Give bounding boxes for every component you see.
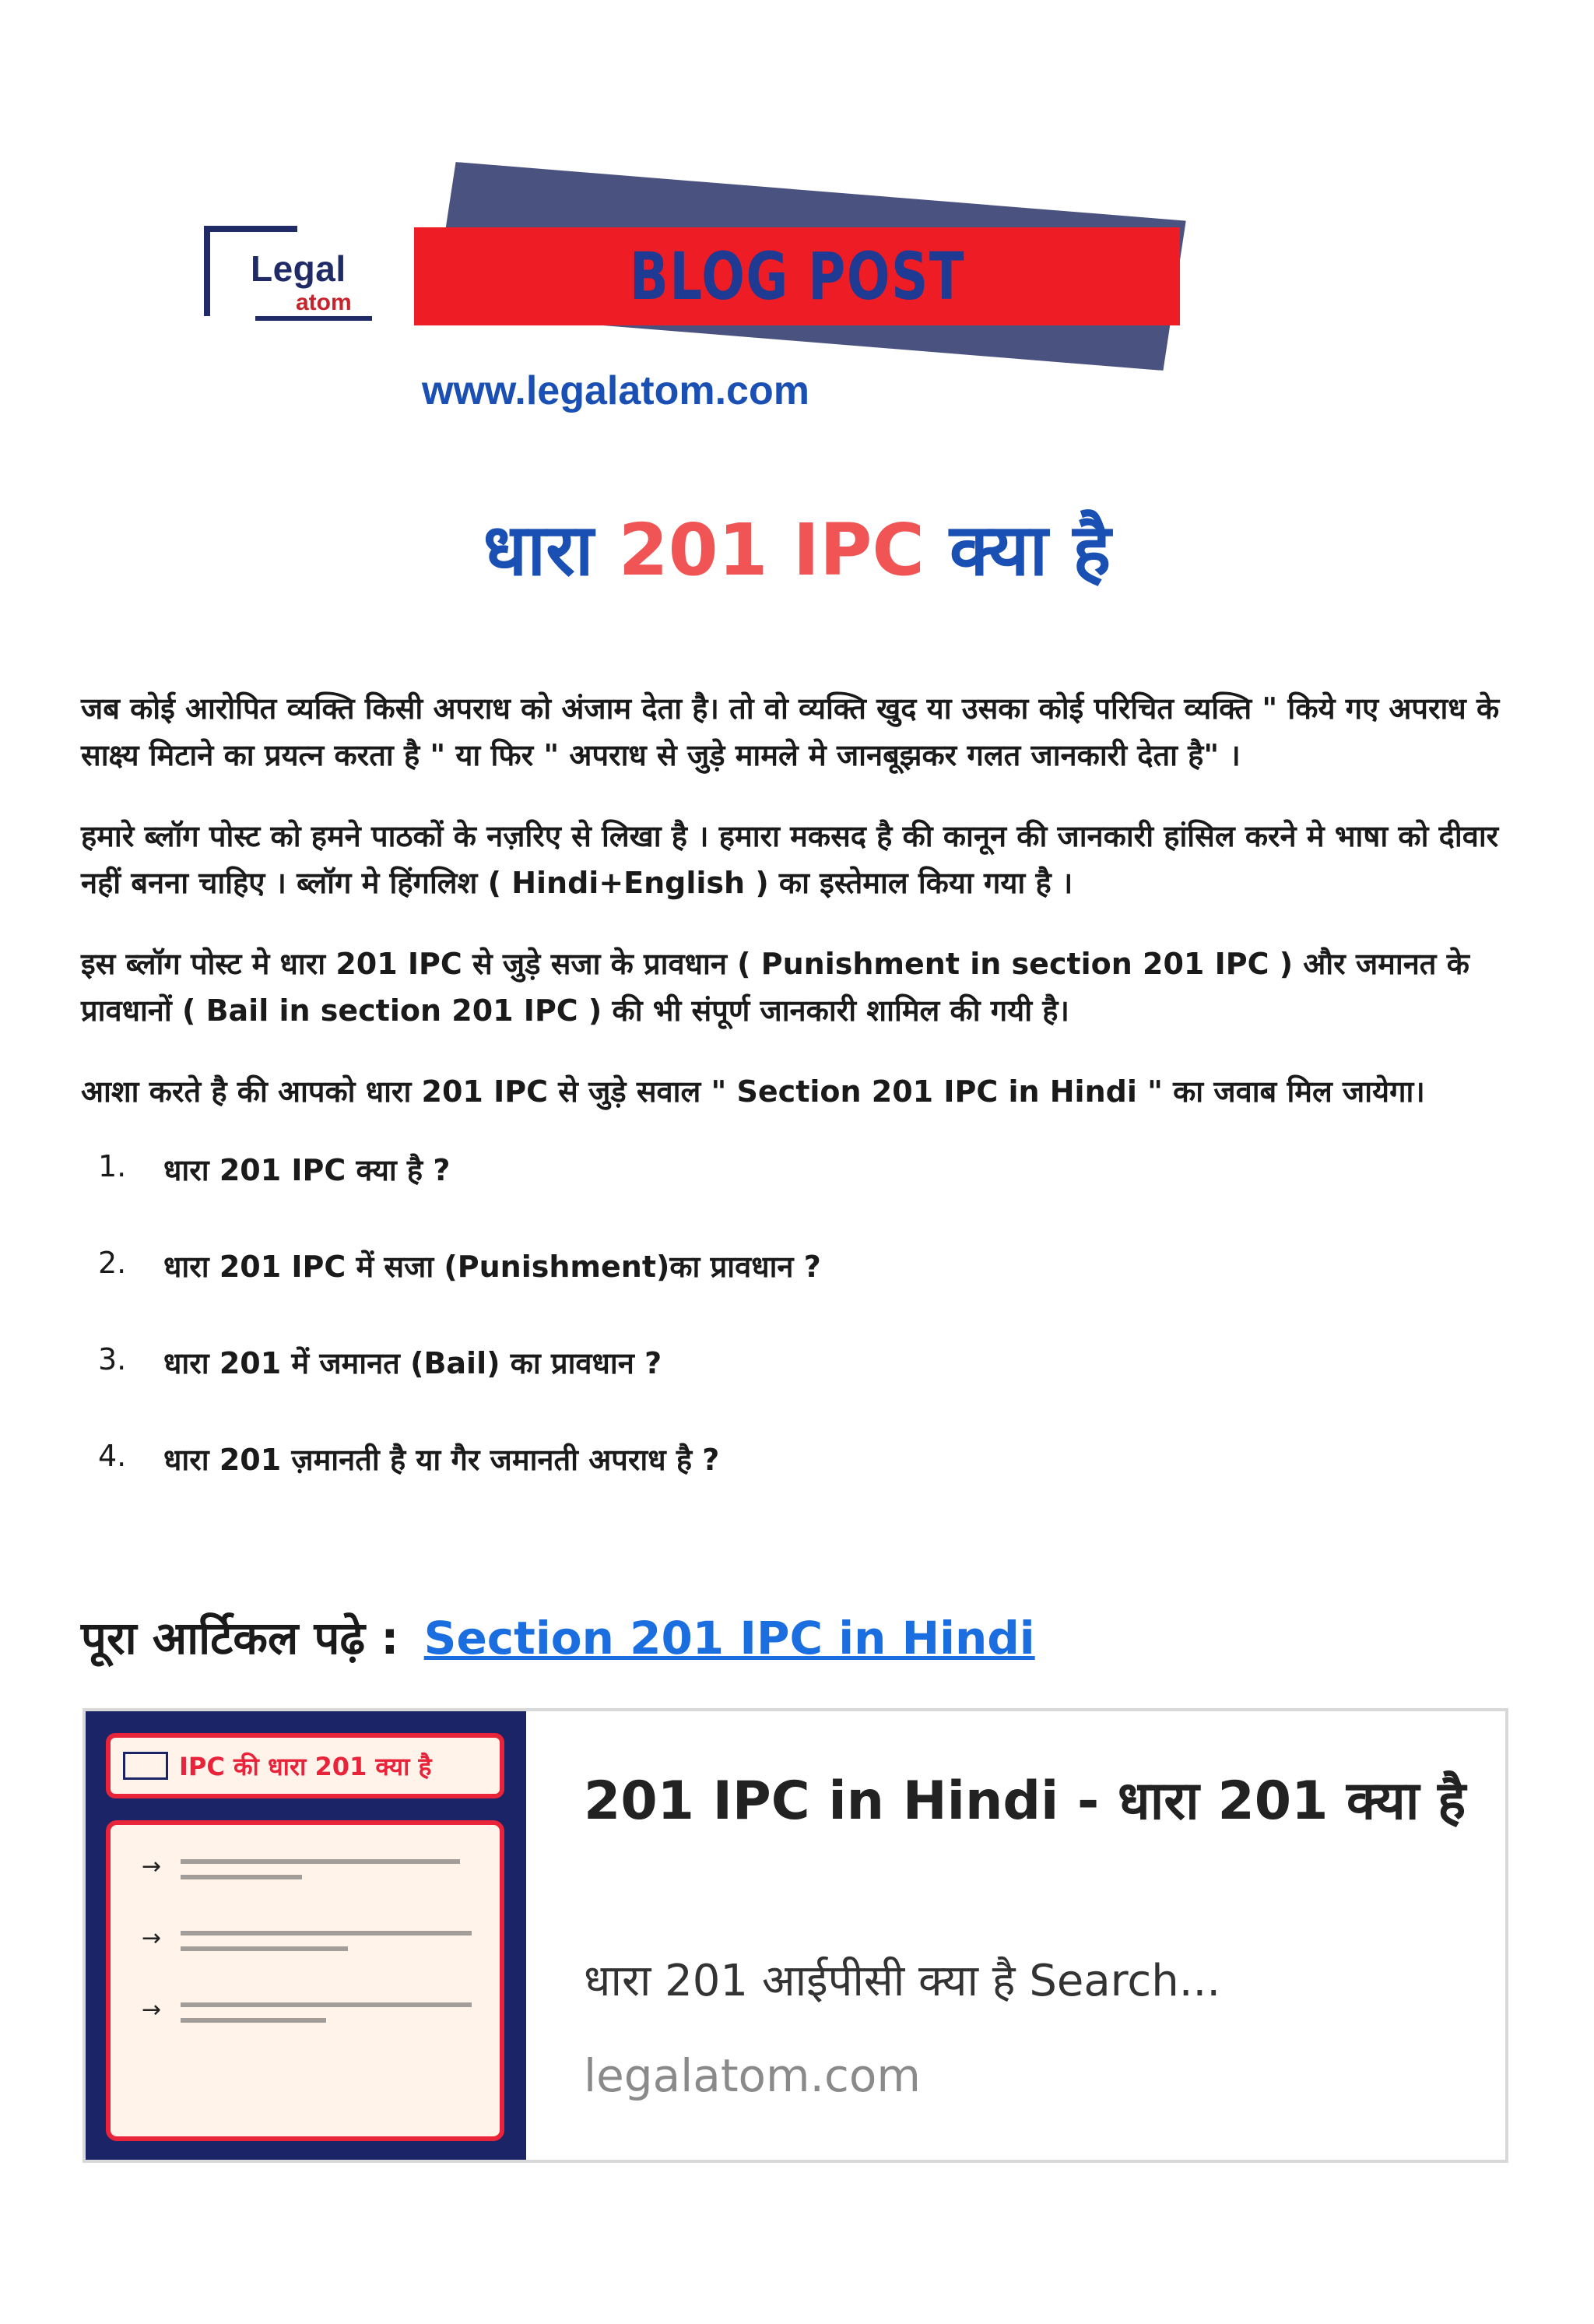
paragraph: इस ब्लॉग पोस्ट मे धारा 201 IPC से जुड़े सजा के प्रावधान ( Punishment in section 201 IPC ) और जमानत के प्रावधानों ( Bail in section 201 IPC ) की भी संपूर्ण जानकारी शामिल की गयी है।	[81, 947, 1469, 1028]
title-part-3: क्या है	[924, 508, 1111, 592]
title-part-2: 201 IPC	[618, 508, 925, 592]
thumbnail-list-item	[142, 1925, 484, 1962]
toc-item	[81, 1149, 1521, 1246]
read-more	[81, 1605, 1035, 1667]
toc-item	[81, 1246, 1521, 1342]
thumbnail-list	[106, 1820, 504, 2141]
paragraph: हमारे ब्लॉग पोस्ट को हमने पाठकों के नज़रिए से लिखा है । हमारा मकसद है की कानून की जानकारी हांसिल करने मे भाषा को दीवार नहीं बनना चाहिए । ब्लॉग मे हिंगलिश ( Hindi+English ) का इस्तेमाल किया गया है ।	[81, 819, 1499, 900]
article-link[interactable]: Section 201 IPC in Hindi	[423, 1612, 1035, 1665]
toc-item	[81, 1439, 1521, 1535]
logo-text-atom: atom	[296, 290, 352, 315]
title-part-1: धारा	[483, 508, 619, 592]
toc-number: 3.	[98, 1342, 127, 1376]
toc-number: 2.	[98, 1246, 127, 1280]
toc-text: धारा 201 IPC क्या है ?	[163, 1153, 451, 1187]
toc-number: 4.	[98, 1439, 127, 1473]
banner-text: BLOG POST	[629, 238, 965, 315]
site-url[interactable]: www.legalatom.com	[422, 368, 809, 413]
toc-text: धारा 201 में जमानत (Bail) का प्रावधान ?	[163, 1346, 662, 1380]
thumbnail-title: IPC की धारा 201 क्या है	[179, 1751, 432, 1781]
blog-post-banner	[414, 227, 1180, 325]
paragraph: जब कोई आरोपित व्यक्ति किसी अपराध को अंजाम देता है। तो वो व्यक्ति खुद या उसका कोई परिचित व्यक्ति " किये गए अपराध के साक्ष्य मिटाने का प्रयत्न करता है " या फिर " अपराध से जुड़े मामले मे जानबूझकर गलत जानकारी देता है" ।	[81, 691, 1500, 772]
card-thumbnail	[86, 1711, 526, 2160]
card-title[interactable]: 201 IPC in Hindi - धारा 201 क्या है	[584, 1770, 1466, 1832]
logo-underline	[255, 316, 372, 321]
toc-text: धारा 201 IPC में सजा (Punishment)का प्रावधान ?	[163, 1250, 821, 1284]
toc-text: धारा 201 ज़मानती है या गैर जमानती अपराध है ?	[163, 1443, 720, 1477]
card-description: धारा 201 आईपीसी क्या है Search...	[584, 1956, 1221, 2006]
toc-number: 1.	[98, 1149, 127, 1183]
arrow-right-icon: →	[142, 1996, 162, 2023]
toc-item	[81, 1342, 1521, 1439]
thumbnail-logo-icon	[123, 1752, 168, 1780]
thumbnail-list-item	[142, 1996, 484, 2034]
link-preview-card[interactable]	[83, 1708, 1508, 2163]
arrow-right-icon: →	[142, 1853, 162, 1880]
thumbnail-list-item	[142, 1853, 484, 1890]
paragraph: आशा करते है की आपको धारा 201 IPC से जुड़े सवाल " Section 201 IPC in Hindi " का जवाब मिल जायेगा।	[81, 1074, 1425, 1109]
article-body	[81, 685, 1521, 1535]
card-domain: legalatom.com	[584, 2049, 921, 2102]
thumbnail-header	[106, 1733, 504, 1798]
page-title	[0, 498, 1594, 596]
table-of-contents	[81, 1149, 1521, 1535]
read-more-label: पूरा आर्टिकल पढ़े :	[81, 1612, 399, 1665]
arrow-right-icon: →	[142, 1925, 162, 1952]
logo-text-legal: Legal	[251, 248, 346, 289]
